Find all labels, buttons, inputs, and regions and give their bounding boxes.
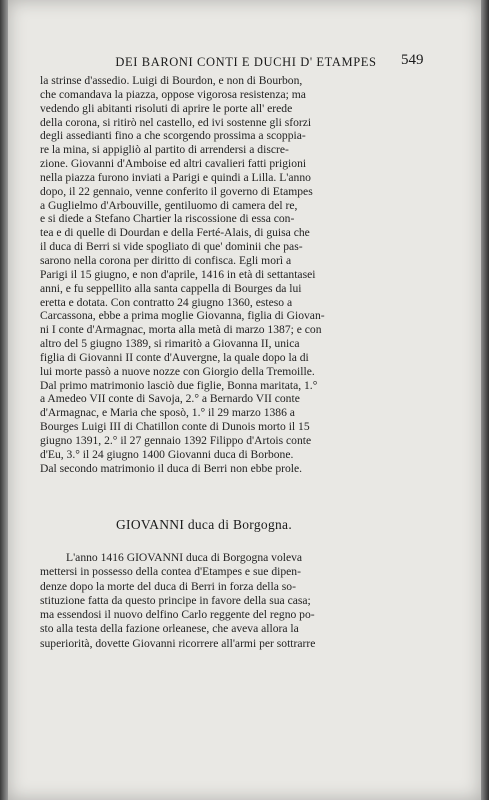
text-line: d'Armagnac, e Maria che sposò, 1.° il 29 marzo 1386 a — [40, 406, 295, 420]
text-line: giugno 1391, 2.° il 27 gennaio 1392 Filippo d'Artois conte — [40, 433, 312, 447]
section-heading: GIOVANNI duca di Borgogna. — [116, 517, 293, 532]
book-gutter-left — [0, 0, 8, 800]
text-line: lui morte passò a nuove nozze con Giorgio della Tremoille. — [40, 364, 315, 378]
text-line: Bourges Luigi III di Chatillon conte di Dunois morto il 15 — [40, 420, 310, 434]
text-line: il duca di Berri si vide spogliato di que' dominii che pas- — [40, 240, 303, 254]
text-line: Parigi il 15 giugno, e non d'aprile, 1416 in età di settantasei — [40, 267, 316, 281]
text-line: L'anno 1416 GIOVANNI duca di Borgogna voleva — [66, 551, 303, 564]
text-line: che comandava la piazza, oppose vigorosa resistenza; ma — [40, 87, 306, 101]
text-line: ma essendosi il nuovo delfino Carlo reggente del regno po- — [40, 608, 315, 622]
text-line: vedendo gli abitanti risoluti di aprire le porte all' erede — [40, 101, 293, 115]
text-line: dopo, il 22 gennaio, venne conferito il governo di Etampes — [40, 184, 313, 198]
text-line: e si diede a Stefano Chartier la riscossione di essa con- — [40, 212, 295, 226]
paragraph-continued — [40, 74, 386, 475]
text-line: Dal primo matrimonio lasciò due figlie, Bonna maritata, 1.° — [40, 378, 318, 392]
text-line: a Amedeo VII conte di Savoja, 2.° a Bernardo VII conte — [40, 392, 300, 406]
text-line: anni, e fu seppellito alla santa cappella di Bourges da lui — [40, 281, 302, 295]
text-line: denze dopo la morte del duca di Berri in forza della so- — [40, 579, 296, 593]
text-line: nella piazza furono inviati a Parigi e quindi a Lilla. L'anno — [40, 170, 311, 184]
text-line: sto alla testa della fazione orleanese, che aveva allora la — [40, 622, 299, 636]
page-number: 549 — [401, 52, 424, 68]
text-line: re la mina, si appigliò al partito di arrendersi a discre- — [40, 143, 289, 157]
book-page — [8, 0, 481, 800]
text-line: eretta e dotata. Con contratto 24 giugno 1360, esteso a — [40, 295, 293, 309]
text-line: tea e di quelle di Dourdan e della Ferté-Alais, di guisa che — [40, 226, 310, 240]
text-line: zione. Giovanni d'Amboise ed altri cavalieri fatti prigioni — [40, 157, 307, 171]
text-line: Carcassona, ebbe a prima moglie Giovanna, figlia di Giovan- — [40, 309, 325, 323]
book-edge-right — [481, 0, 489, 800]
text-line: figlia di Giovanni II conte d'Auvergne, la quale dopo la di — [40, 350, 309, 364]
text-line: della corona, si ritirò nel castello, ed ivi sostenne gli sforzi — [40, 115, 312, 129]
text-line: altro del 5 giugno 1389, si rimaritò a Giovanna II, unica — [40, 337, 300, 351]
text-line: la strinse d'assedio. Luigi di Bourdon, e non di Bourbon, — [40, 74, 303, 87]
text-line: stituzione fatta da questo principe in favore della sua casa; — [40, 593, 311, 607]
text-line: d'Eu, 3.° il 24 giugno 1400 Giovanni duca di Borbone. — [40, 447, 294, 461]
paragraph-new-section — [40, 551, 386, 651]
text-line: Dal secondo matrimonio il duca di Berri non ebbe prole. — [40, 461, 303, 475]
text-line: degli assedianti fino a che scorgendo prossima a scoppia- — [40, 129, 306, 143]
text-line: mettersi in possesso della contea d'Etampes e sue dipen- — [40, 565, 301, 579]
text-line: a Guglielmo d'Arbouville, gentiluomo di camera del re, — [40, 198, 298, 212]
text-line: sarono nella corona per diritto di confisca. Egli morì a — [40, 253, 292, 267]
running-header: DEI BARONI CONTI E DUCHI D' ETAMPES — [115, 55, 377, 69]
text-line: ni I conte d'Armagnac, morta alla metà di marzo 1387; e con — [40, 323, 322, 337]
text-line: superiorità, dovette Giovanni ricorrere all'armi per sottrarre — [40, 636, 316, 650]
